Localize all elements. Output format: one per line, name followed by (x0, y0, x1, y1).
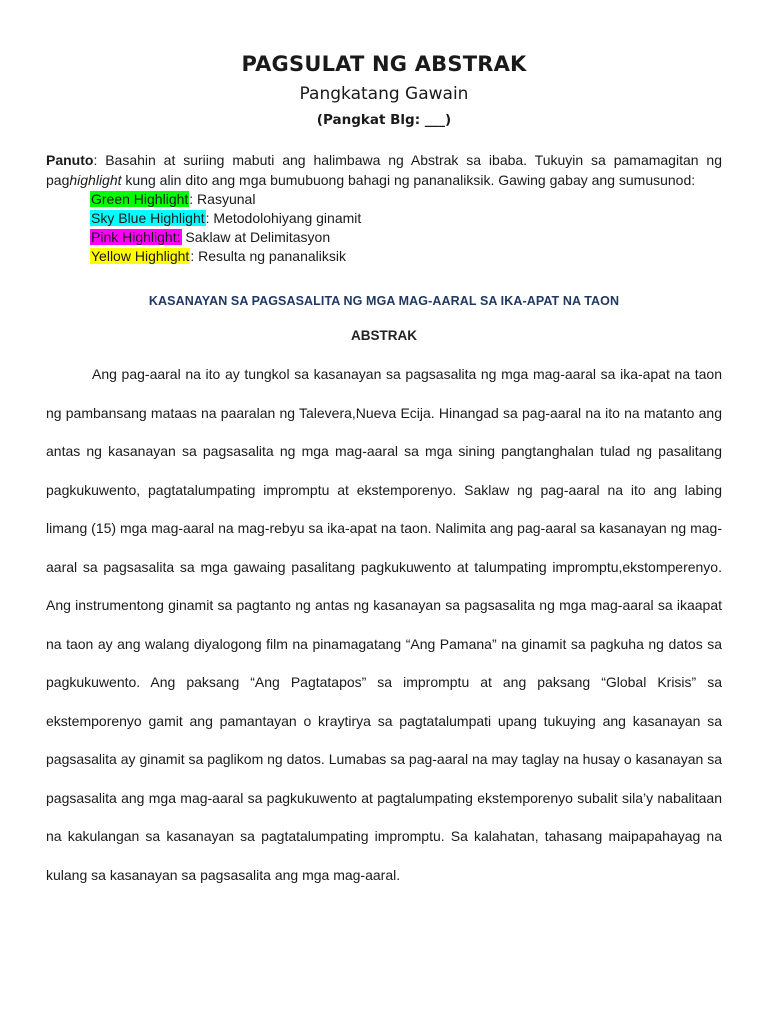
abstract-heading: ABSTRAK (351, 328, 417, 343)
legend-item-pink (90, 228, 722, 247)
instructions-text-1: : Basahin at suriing mabuti ang halimbawa ng Abstrak sa ibaba. Tukuyin sa pamamagitan ng pag (46, 152, 722, 188)
legend-meaning-sky-blue: : Metodolohiyang ginamit (205, 210, 362, 226)
study-title: KASANAYAN SA PAGSASALITA NG MGA MAG-AARAL SA IKA-APAT NA TAON (148, 294, 620, 308)
document-title: PAGSULAT NG ABSTRAK (241, 52, 527, 76)
group-number: (Pangkat Blg: ___) (316, 112, 452, 128)
legend-item-yellow (90, 247, 722, 266)
abstract-body: Ang pag-aaral na ito ay tungkol sa kasanayan sa pagsasalita ng mga mag-aaral sa ika-apat na taon ng pambansang mataas na paaralan ng Talevera,Nueva Ecija. Hinangad sa pag-aaral na ito na matanto ang antas ng kasanayan sa pagsasalita ng mga mag-aaral sa mga sining pangtanghalan tulad ng pasalitang pagkukuwento, pagtatalumpating impromptu at ekstemporenyo. Saklaw ng pag-aaral na ito ang labing limang (15) mga mag-aaral na mag-rebyu sa ika-apat na taon. Nalimita ang pag-aaral sa kasanayan ng mag-aaral sa pagsasalita sa mga gawaing pasalitang pagkukuwento at talumpating impromptu,ekstomperenyo. Ang instrumentong ginamit sa pagtanto ng antas ng kasanayan sa pagsasalita ng mga mag-aaral sa ikaapat na taon ay ang walang diyalogong film na pinamagatang “Ang Pamana” na ginamit sa pagkuha ng datos sa pagkukuwento. Ang paksang “Ang Pagtatapos” sa impromptu at ang paksang “Global Krisis” sa ekstemporenyo gamit ang pamantayan o kraytirya sa pagtatalumpati upang tukuying ang kasanayan sa pagsasalita ay ginamit sa paglikom ng datos. Lumabas sa pag-aaral na may taglay na husay o kasanayan sa pagsasalita ang mga mag-aaral sa pagkukuwento at pagtalumpating ekstemporenyo subalit sila’y nabalitaan na kakulangan sa kasanayan sa pagtatalumpating impromptu. Sa kalahatan, tahasang maipapahayag na kulang sa kasanayan sa pagsasalita ang mga mag-aaral. (46, 366, 722, 883)
instructions-emphasis: highlight (69, 172, 122, 188)
legend-meaning-pink: Saklaw at Delimitasyon (181, 229, 331, 245)
legend-swatch-sky-blue: Sky Blue Highlight (91, 210, 205, 226)
legend-meaning-yellow: : Resulta ng pananaliksik (190, 248, 346, 264)
instructions-lead: Panuto (46, 152, 94, 168)
legend-item-green (90, 190, 722, 209)
legend-swatch-yellow: Yellow Highlight (91, 248, 190, 264)
legend-item-sky-blue (90, 209, 722, 228)
legend-meaning-green: : Rasyunal (189, 191, 256, 207)
legend-swatch-pink: Pink Highlight: (91, 229, 181, 245)
instructions-text-2: kung alin dito ang mga bumubuong bahagi ng pananaliksik. Gawing gabay ang sumusunod: (121, 172, 696, 188)
document-subtitle: Pangkatang Gawain (299, 84, 469, 104)
instructions (46, 150, 722, 190)
legend-swatch-green: Green Highlight (91, 191, 189, 207)
highlight-legend (46, 190, 722, 266)
